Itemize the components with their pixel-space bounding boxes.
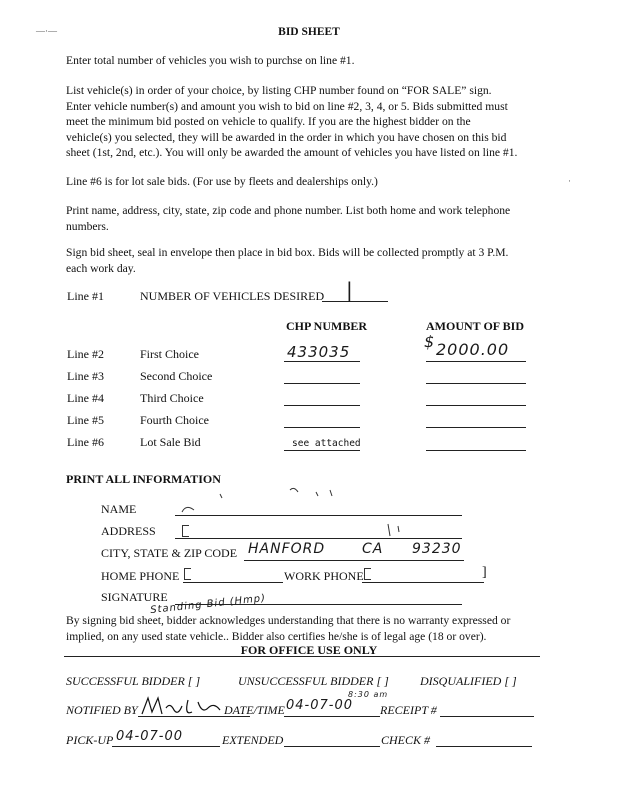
third-choice-label: Third Choice [140,391,204,405]
address-label: ADDRESS [101,524,156,538]
instruction-text: each work day. [66,261,136,275]
lot-sale-chp-field[interactable] [284,450,360,451]
instruction-text: Print name, address, city, state, zip code and phone number. List both home and work telephone [66,204,511,217]
notified-by-label: NOTIFIED BY [66,703,138,717]
line1-label: Line #1 [67,289,104,303]
office-divider [64,656,540,657]
second-choice-amount-field[interactable] [426,383,526,384]
time-value: 8:30 am [348,690,389,699]
pickup-field[interactable] [112,746,220,747]
line2-label: Line #2 [67,347,104,361]
lot-sale-bid-label: Lot Sale Bid [140,435,201,449]
certify-line: implied, on any used state vehicle.. Bidder also certifies he/she is of legal age (18 or over). [66,629,487,643]
instruction-line-1: Enter total number of vehicles you wish to purchse on line #1. [66,54,355,67]
work-phone-bracket [364,568,371,580]
zip-value: 93230 [412,541,462,557]
home-phone-bracket [184,568,191,580]
check-label: CHECK # [381,733,431,747]
instruction-line-6: Line #6 is for lot sale bids. (For use by fleets and dealerships only.) [66,175,378,188]
fourth-choice-chp-field[interactable] [284,427,360,428]
lot-sale-chp-value: see attached [292,438,361,449]
work-phone-end-bracket: ] [482,565,487,580]
first-choice-label: First Choice [140,347,199,361]
extended-field[interactable] [284,746,380,747]
vehicles-desired-field[interactable] [322,301,388,302]
name-label: NAME [101,502,137,516]
work-phone-label: WORK PHONE [284,569,364,583]
datetime-label: DATE/TIME [224,703,285,717]
fourth-choice-amount-field[interactable] [426,427,526,428]
line5-label: Line #5 [67,413,104,427]
certification-text [66,613,546,644]
instruction-text: numbers. [66,219,109,233]
page-title: BID SHEET [278,26,340,38]
scan-mark: · [568,176,571,186]
signature-annotation: Standing Bid (Hmp) [149,592,267,617]
disqualified-checkbox[interactable]: DISQUALIFIED [ ] [420,674,517,688]
third-choice-chp-field[interactable] [284,405,360,406]
third-choice-amount-field[interactable] [426,405,526,406]
receipt-field[interactable] [440,716,534,717]
pickup-value: 04-07-00 [116,729,184,744]
line4-label: Line #4 [67,391,104,405]
amount-of-bid-header: AMOUNT OF BID [426,319,525,333]
fourth-choice-label: Fourth Choice [140,413,209,427]
datetime-field[interactable] [284,716,380,717]
name-redaction-marks [180,486,360,516]
instruction-text: Enter vehicle number(s) and amount you wish to bid on line #2, 3, 4, or 5. Bids submitted must [66,99,508,113]
successful-bidder-checkbox[interactable]: SUCCESSFUL BIDDER [ ] [66,674,201,688]
address-marks [380,520,410,540]
print-info-heading: PRINT ALL INFORMATION [66,472,221,486]
address-field[interactable] [175,538,462,539]
unsuccessful-bidder-checkbox[interactable]: UNSUCCESSFUL BIDDER [ ] [238,674,389,688]
office-use-heading: FOR OFFICE USE ONLY [240,643,378,657]
pickup-label: PICK-UP [66,733,114,747]
first-choice-chp-value: 433035 [287,343,351,361]
receipt-label: RECEIPT # [380,703,437,717]
datetime-value: 04-07-00 [286,698,354,713]
second-choice-chp-field[interactable] [284,383,360,384]
work-phone-field[interactable] [362,582,484,583]
state-value: CA [362,541,384,557]
line6-label: Line #6 [67,435,104,449]
line3-label: Line #3 [67,369,104,383]
instruction-text: sheet (1st, 2nd, etc.). You will only be awarded the amount of vehicles you have listed on line #1. [66,146,518,159]
chp-number-header: CHP NUMBER [286,319,367,333]
lot-sale-amount-field[interactable] [426,450,526,451]
city-state-zip-field[interactable] [244,560,464,561]
instruction-paragraph-5 [66,245,541,276]
address-bracket [182,525,189,537]
scan-mark: —·— [36,26,57,36]
vehicles-desired-label: NUMBER OF VEHICLES DESIRED [140,289,325,303]
notified-by-signature [140,694,226,720]
instruction-text: Sign bid sheet, seal in envelope then place in bid box. Bids will be collected promptly at 3 P.M. [66,246,509,259]
home-phone-label: HOME PHONE [101,569,180,583]
extended-label: EXTENDED [222,733,284,747]
first-choice-chp-field[interactable] [284,361,360,362]
instruction-paragraph-4 [66,203,541,234]
city-state-zip-label: CITY, STATE & ZIP CODE [101,546,238,560]
instruction-text: meet the minimum bid posted on vehicle to qualify. If you are the highest bidder on the [66,115,471,128]
vehicles-desired-value: | [346,278,354,302]
instruction-paragraph-2 [66,83,541,161]
check-field[interactable] [436,746,532,747]
first-choice-amount-prefix: $ [424,332,436,351]
certify-line: By signing bid sheet, bidder acknowledges understanding that there is no warranty expressed or [66,614,511,627]
instruction-text: vehicle(s) you selected, they will be awarded in the order in which you have chosen on this bid [66,130,507,144]
second-choice-label: Second Choice [140,369,213,383]
city-value: HANFORD [248,541,326,557]
first-choice-amount-field[interactable] [426,361,526,362]
first-choice-amount-value: 2000.00 [436,340,510,359]
instruction-text: List vehicle(s) in order of your choice, by listing CHP number found on “FOR SALE” sign. [66,84,492,97]
home-phone-field[interactable] [183,582,283,583]
signature-label: SIGNATURE [101,590,168,604]
